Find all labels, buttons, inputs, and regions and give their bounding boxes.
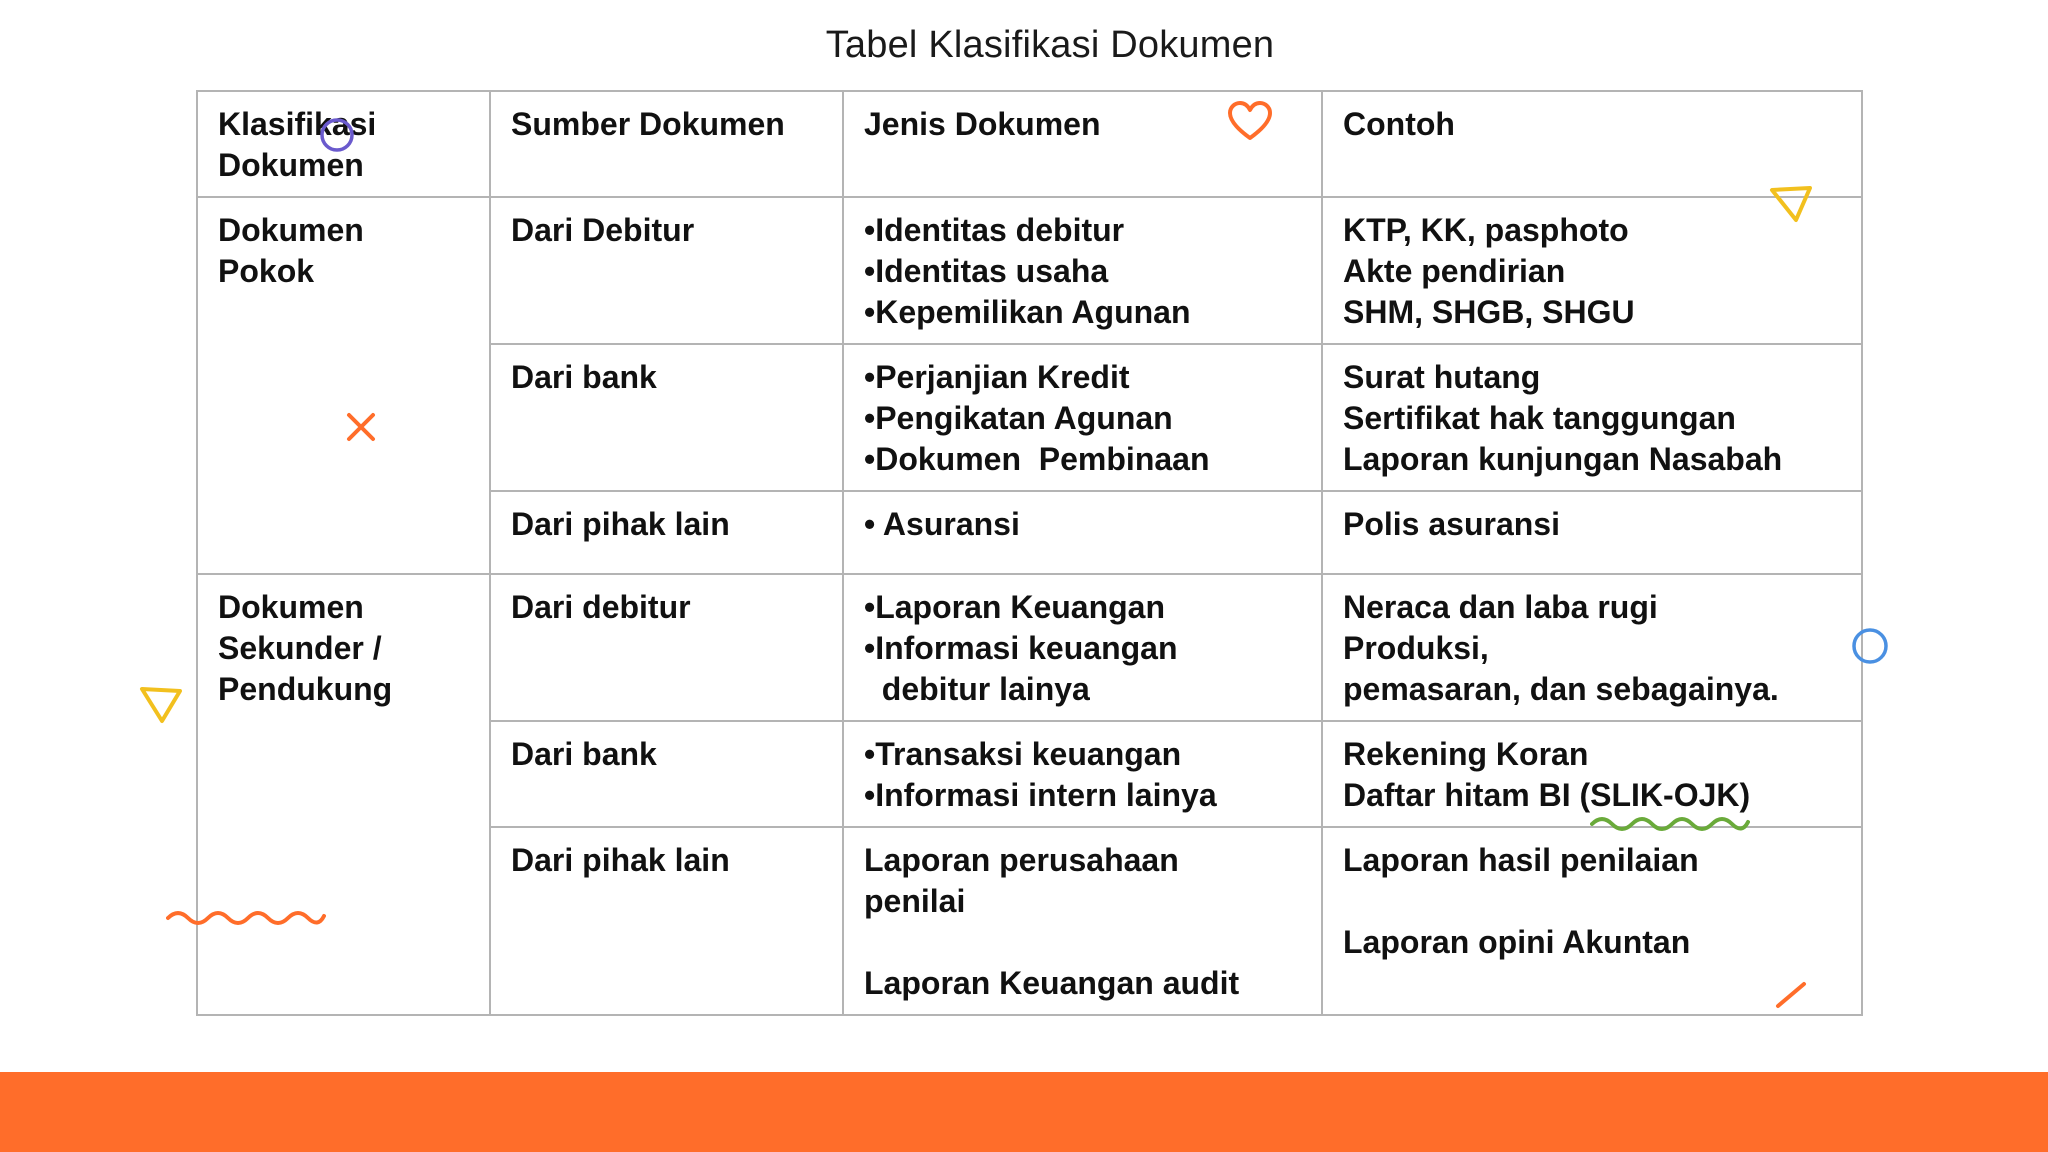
example-cell <box>1322 491 1862 574</box>
source-cell: Dari bank <box>490 721 843 827</box>
type-cell <box>843 721 1322 827</box>
header-source: Sumber Dokumen <box>490 91 843 197</box>
type-line: •Identitas debitur <box>864 212 1125 248</box>
example-line: Akte pendirian <box>1343 253 1566 289</box>
type-cell <box>843 197 1322 344</box>
source-cell: Dari debitur <box>490 574 843 721</box>
type-line: Laporan perusahaan <box>864 842 1179 878</box>
header-classification: Klasifikasi Dokumen <box>197 91 490 197</box>
example-line: KTP, KK, pasphoto <box>1343 212 1629 248</box>
classification-table <box>196 90 1863 1016</box>
example-line: Sertifikat hak tanggungan <box>1343 400 1736 436</box>
type-line: •Perjanjian Kredit <box>864 359 1130 395</box>
page-title: Tabel Klasifikasi Dokumen <box>825 24 1275 66</box>
type-cell <box>843 344 1322 491</box>
example-line: Rekening Koran <box>1343 736 1589 772</box>
classification-cell <box>197 197 490 574</box>
table-header-row <box>197 91 1862 197</box>
type-line: • Asuransi <box>864 506 1020 542</box>
type-line: Laporan Keuangan audit <box>864 965 1240 1001</box>
type-line: •Transaksi keuangan <box>864 736 1182 772</box>
squiggle-icon <box>1590 812 1750 836</box>
type-line: •Informasi intern lainya <box>864 777 1217 813</box>
example-line <box>1343 881 1843 922</box>
heart-icon <box>1226 100 1274 142</box>
type-line: penilai <box>864 883 966 919</box>
example-cell <box>1322 344 1862 491</box>
example-line: pemasaran, dan sebagainya. <box>1343 671 1779 707</box>
example-line: Produksi, <box>1343 630 1489 666</box>
source-cell: Dari Debitur <box>490 197 843 344</box>
type-line: •Informasi keuangan <box>864 630 1178 666</box>
header-example: Contoh <box>1322 91 1862 197</box>
type-cell <box>843 827 1322 1015</box>
header-type: Jenis Dokumen <box>843 91 1322 197</box>
blue-circle-icon <box>1850 626 1890 666</box>
example-line: Laporan opini Akuntan <box>1343 924 1691 960</box>
type-line: •Kepemilikan Agunan <box>864 294 1191 330</box>
type-line: •Pengikatan Agunan <box>864 400 1173 436</box>
type-line: •Dokumen Pembinaan <box>864 441 1210 477</box>
example-line: SHM, SHGB, SHGU <box>1343 294 1635 330</box>
squiggle-icon <box>166 906 326 930</box>
type-line: •Laporan Keuangan <box>864 589 1166 625</box>
example-cell <box>1322 574 1862 721</box>
classification-label: Dokumen Sekunder / Pendukung <box>218 589 393 707</box>
example-line: Neraca dan laba rugi <box>1343 589 1658 625</box>
slash-icon <box>1774 980 1808 1010</box>
purple-circle-icon <box>319 117 355 153</box>
example-line: Laporan kunjungan Nasabah <box>1343 441 1783 477</box>
type-cell <box>843 574 1322 721</box>
cross-icon <box>345 411 377 443</box>
source-cell: Dari bank <box>490 344 843 491</box>
type-line <box>864 922 1303 963</box>
type-line: •Identitas usaha <box>864 253 1109 289</box>
source-cell: Dari pihak lain <box>490 827 843 1015</box>
example-line: Laporan hasil penilaian <box>1343 842 1699 878</box>
example-line: Surat hutang <box>1343 359 1541 395</box>
source-cell: Dari pihak lain <box>490 491 843 574</box>
footer-accent-bar <box>0 1072 2048 1152</box>
type-line: debitur lainya <box>864 671 1090 707</box>
triangle-icon <box>138 683 184 727</box>
table-row <box>197 574 1862 721</box>
triangle-icon <box>1768 182 1814 226</box>
example-line: Daftar hitam BI (SLIK-OJK) <box>1343 777 1751 813</box>
table-row <box>197 197 1862 344</box>
example-line: Polis asuransi <box>1343 506 1560 542</box>
type-cell <box>843 491 1322 574</box>
classification-label: Dokumen Pokok <box>218 212 364 289</box>
classification-cell <box>197 574 490 1015</box>
